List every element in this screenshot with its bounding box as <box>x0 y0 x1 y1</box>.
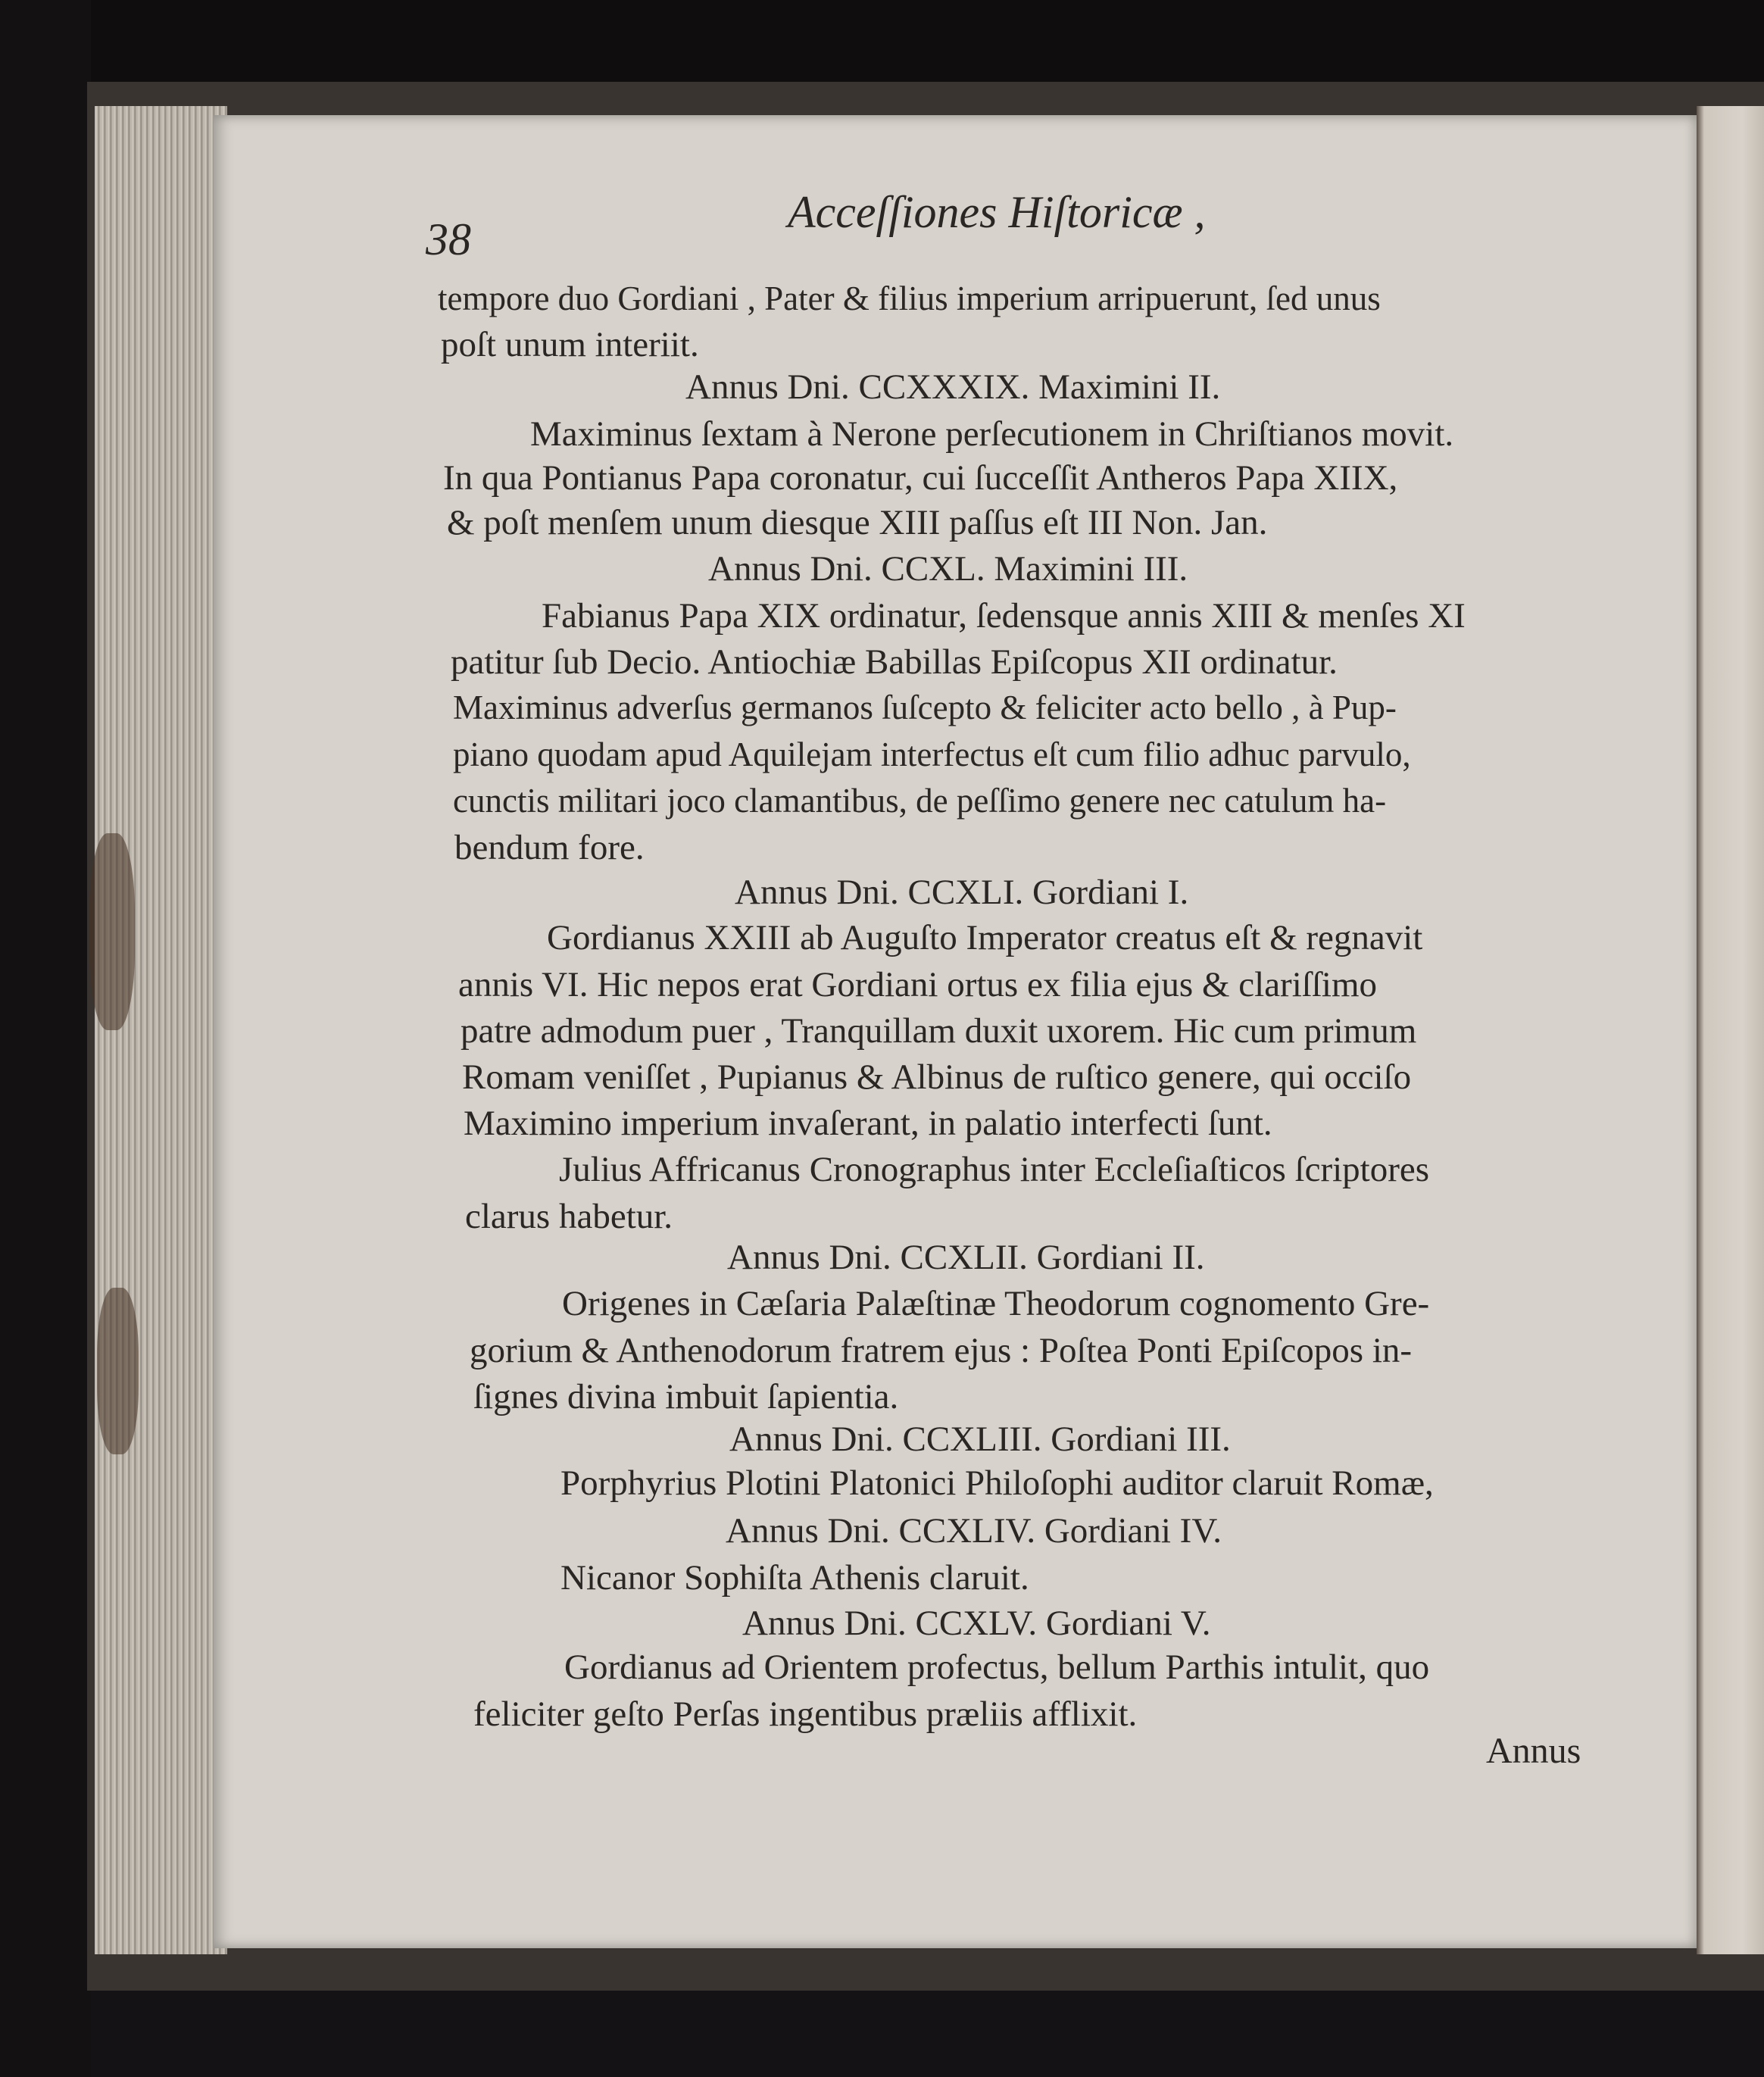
text-line: poſt unum interiit. <box>441 325 699 364</box>
dark-background-left <box>0 0 91 2077</box>
catchword: Annus <box>1486 1731 1581 1771</box>
text-line: piano quodam apud Aquilejam interfectus eſt cum filio adhuc parvulo, <box>453 736 1411 773</box>
page-number: 38 <box>426 214 471 264</box>
text-line: patre admodum puer , Tranquillam duxit uxorem. Hic cum primum <box>461 1011 1417 1051</box>
annus-heading: Annus Dni. CCXLI. Gordiani I. <box>735 873 1189 912</box>
worn-edge-stain <box>97 1288 139 1454</box>
text-line: Nicanor Sophiſta Athenis claruit. <box>560 1558 1029 1598</box>
worn-edge-stain <box>89 833 135 1030</box>
text-line: patitur ſub Decio. Antiochiæ Babillas Epiſcopus XII ordinatur. <box>451 642 1338 682</box>
text-line: feliciter geſto Perſas ingentibus præliis afflixit. <box>473 1694 1138 1734</box>
text-line: Romam veniſſet , Pupianus & Albinus de ruſtico genere, qui occiſo <box>462 1057 1412 1097</box>
text-line: Julius Affricanus Cronographus inter Eccleſiaſticos ſcriptores <box>559 1150 1430 1189</box>
text-line: Gordianus ad Orientem profectus, bellum Parthis intulit, quo <box>564 1648 1430 1687</box>
text-line: Origenes in Cæſaria Palæſtinæ Theodorum cognomento Gre- <box>562 1284 1430 1323</box>
text-line: Gordianus XXIII ab Auguſto Imperator creatus eſt & regnavit <box>547 918 1423 957</box>
annus-heading: Annus Dni. CCXLIII. Gordiani III. <box>729 1420 1231 1459</box>
text-line: cunctis militari joco clamantibus, de peſſimo genere nec catulum ha- <box>453 782 1387 820</box>
annus-heading: Annus Dni. CCXXXIX. Maximini II. <box>685 367 1221 407</box>
text-line: gorium & Anthenodorum fratrem ejus : Poſtea Ponti Epiſcopos in- <box>470 1331 1413 1370</box>
text-line: clarus habetur. <box>465 1197 673 1236</box>
text-line: In qua Pontianus Papa coronatur, cui ſucceſſit Antheros Papa XIIX, <box>443 458 1398 498</box>
text-line: bendum fore. <box>454 828 645 867</box>
text-line: annis VI. Hic nepos erat Gordiani ortus ex filia ejus & clariſſimo <box>458 965 1378 1004</box>
text-line: Porphyrius Plotini Platonici Philoſophi auditor claruit Romæ, <box>560 1463 1434 1503</box>
annus-heading: Annus Dni. CCXLIV. Gordiani IV. <box>726 1511 1222 1551</box>
running-title: Acceſſiones Hiſtoricæ , <box>788 187 1206 237</box>
text-line: & poſt menſem unum diesque XIII paſſus eſt III Non. Jan. <box>447 503 1268 542</box>
annus-heading: Annus Dni. CCXLII. Gordiani II. <box>727 1238 1205 1277</box>
text-line: tempore duo Gordiani , Pater & filius imperium arripuerunt, ſed unus <box>438 280 1381 317</box>
text-line: Maximinus adverſus germanos ſuſcepto & feliciter acto bello , à Pup- <box>453 689 1397 726</box>
facing-page-edge <box>1697 106 1764 1954</box>
stacked-page-edges <box>95 106 227 1954</box>
annus-heading: Annus Dni. CCXL. Maximini III. <box>708 549 1188 589</box>
text-line: Fabianus Papa XIX ordinatur, ſedensque annis XIII & menſes XI <box>542 596 1466 636</box>
annus-heading: Annus Dni. CCXLV. Gordiani V. <box>742 1604 1211 1643</box>
text-line: ſignes divina imbuit ſapientia. <box>473 1377 899 1416</box>
text-line: Maximino imperium invaſerant, in palatio interfecti ſunt. <box>464 1104 1272 1143</box>
text-line: Maximinus ſextam à Nerone perſecutionem in Chriſtianos movit. <box>530 414 1454 454</box>
